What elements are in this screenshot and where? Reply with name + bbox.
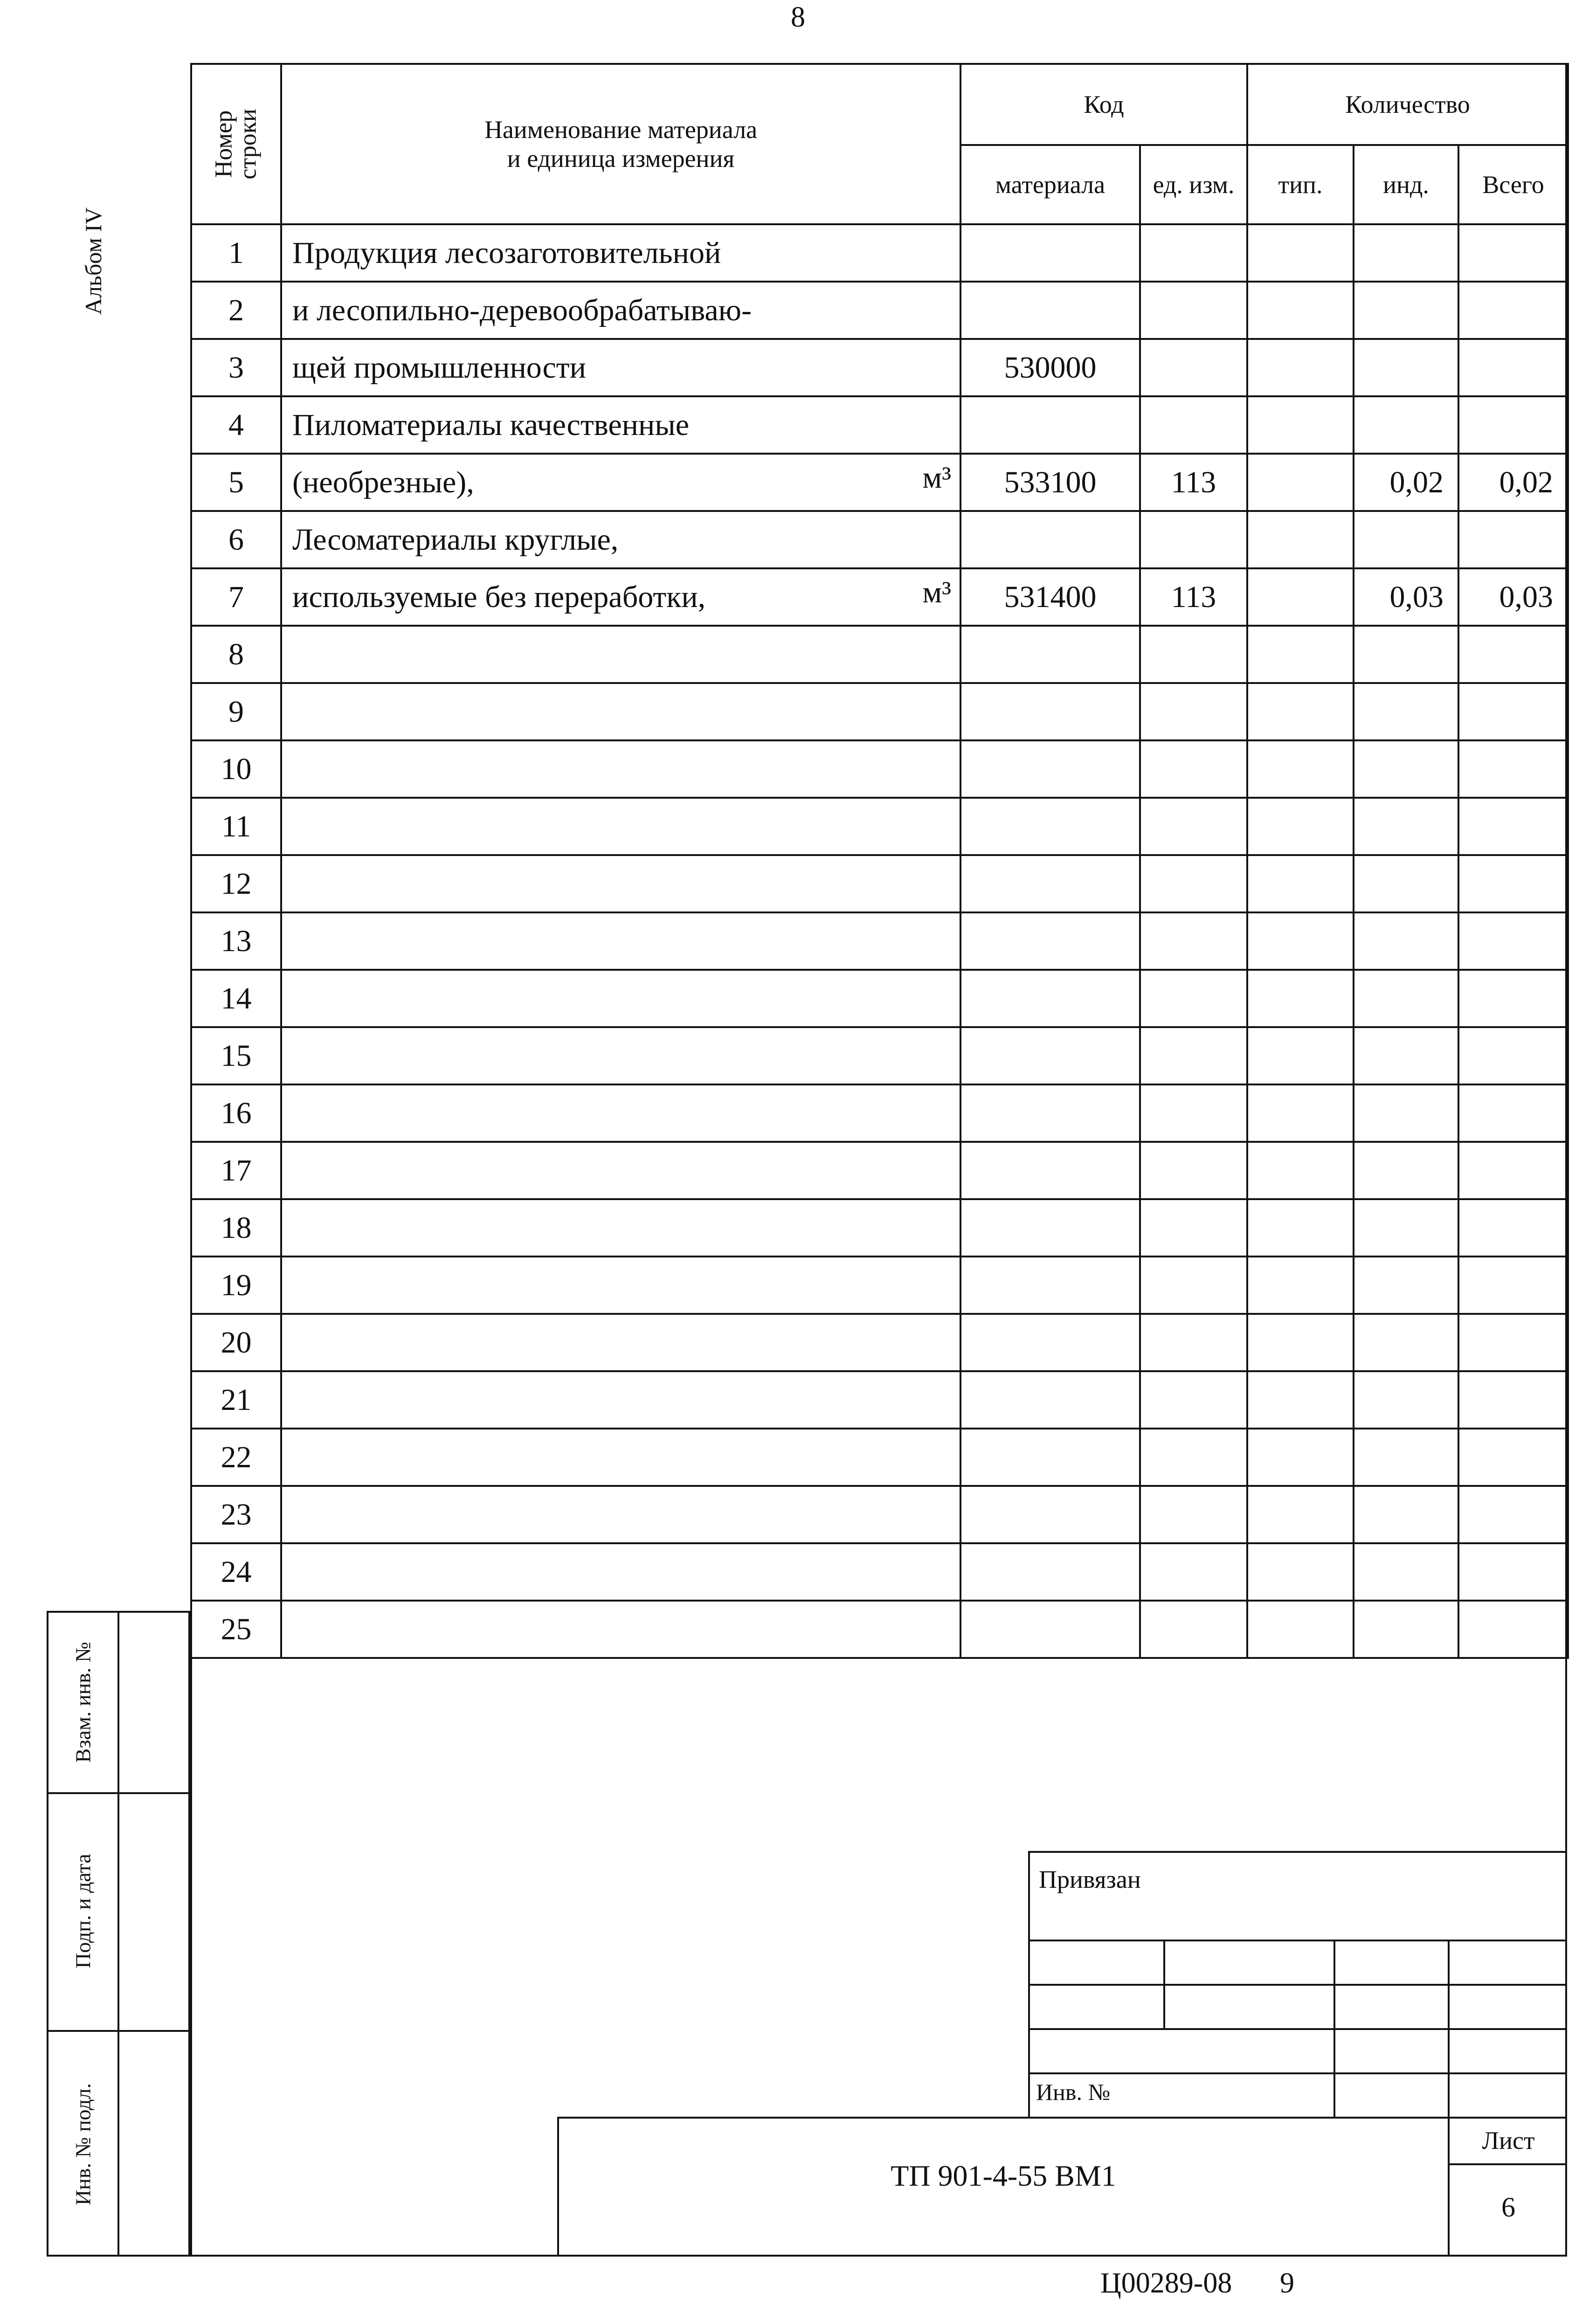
qty-ind	[1354, 740, 1458, 798]
material-code	[960, 683, 1140, 740]
row-number: 24	[191, 1543, 281, 1601]
header-code-unit: ед. изм.	[1140, 145, 1247, 224]
material-name-text: Продукция лесозаготовительной	[292, 235, 721, 270]
material-code	[960, 282, 1140, 339]
row-number: 10	[191, 740, 281, 798]
material-code	[960, 1601, 1140, 1658]
replace-inv-label: Взам. инв. №	[71, 1642, 95, 1763]
row-number: 16	[191, 1084, 281, 1142]
material-code	[960, 1371, 1140, 1429]
header-row-number-line2: строки	[235, 109, 262, 180]
material-code	[960, 1257, 1140, 1314]
qty-total	[1458, 1543, 1568, 1601]
material-name	[281, 568, 960, 626]
row-number: 20	[191, 1314, 281, 1371]
unit-code	[1140, 1027, 1247, 1084]
qty-total	[1458, 282, 1568, 339]
material-name	[281, 1257, 960, 1314]
doc-code: ТП 901-4-55 ВМ1	[891, 2159, 1116, 2192]
material-code	[960, 396, 1140, 454]
qty-total	[1458, 339, 1568, 396]
row-number: 15	[191, 1027, 281, 1084]
qty-typ	[1247, 1601, 1354, 1658]
header-code-material: материала	[960, 145, 1140, 224]
header-material-name-line1: Наименование материала	[484, 115, 758, 144]
material-code: 533100	[960, 454, 1140, 511]
material-name	[281, 683, 960, 740]
unit-code	[1140, 1314, 1247, 1371]
material-unit: м³	[922, 575, 951, 609]
material-code	[960, 740, 1140, 798]
inv-no-label: Инв. №	[1036, 2079, 1111, 2105]
unit-code	[1140, 970, 1247, 1027]
unit-code	[1140, 282, 1247, 339]
qty-ind	[1354, 626, 1458, 683]
qty-typ	[1247, 511, 1354, 568]
table-row	[191, 282, 1568, 339]
header-qty-typ: тип.	[1247, 145, 1354, 224]
material-name	[281, 1199, 960, 1257]
qty-total	[1458, 626, 1568, 683]
row-number: 8	[191, 626, 281, 683]
row-number: 12	[191, 855, 281, 912]
material-name	[281, 282, 960, 339]
qty-ind	[1354, 339, 1458, 396]
unit-code	[1140, 1199, 1247, 1257]
material-unit: м³	[922, 461, 951, 495]
unit-code	[1140, 798, 1247, 855]
qty-typ	[1247, 740, 1354, 798]
row-number: 9	[191, 683, 281, 740]
material-name	[281, 1601, 960, 1658]
footer-page: 9	[1280, 2267, 1294, 2299]
qty-ind	[1354, 1601, 1458, 1658]
unit-code	[1140, 1429, 1247, 1486]
qty-total	[1458, 1142, 1568, 1199]
unit-code: 113	[1140, 568, 1247, 626]
qty-ind	[1354, 1314, 1458, 1371]
qty-typ	[1247, 1199, 1354, 1257]
qty-total	[1458, 970, 1568, 1027]
header-material-name-line2: и единица измерения	[507, 145, 735, 173]
table-row	[191, 1429, 1568, 1486]
qty-typ	[1247, 683, 1354, 740]
row-number: 25	[191, 1601, 281, 1658]
unit-code	[1140, 224, 1247, 282]
material-code	[960, 511, 1140, 568]
material-name-text: используемые без переработки,	[292, 580, 706, 614]
table-row	[191, 683, 1568, 740]
side-stamp	[47, 1611, 190, 2257]
qty-ind	[1354, 282, 1458, 339]
material-name-text: Лесоматериалы круглые,	[292, 522, 619, 557]
row-number: 23	[191, 1486, 281, 1543]
qty-ind	[1354, 1027, 1458, 1084]
material-code	[960, 1314, 1140, 1371]
row-number: 6	[191, 511, 281, 568]
material-name	[281, 855, 960, 912]
table-row	[191, 511, 1568, 568]
qty-typ	[1247, 626, 1354, 683]
material-code	[960, 626, 1140, 683]
material-name	[281, 339, 960, 396]
unit-code: 113	[1140, 454, 1247, 511]
unit-code	[1140, 396, 1247, 454]
table-row	[191, 1084, 1568, 1142]
qty-typ	[1247, 1027, 1354, 1084]
header-quantity: Количество	[1247, 64, 1568, 145]
table-row	[191, 1027, 1568, 1084]
qty-typ	[1247, 1486, 1354, 1543]
header-row-number	[191, 64, 281, 224]
material-code	[960, 1084, 1140, 1142]
unit-code	[1140, 1371, 1247, 1429]
table-row	[191, 740, 1568, 798]
sign-date-label: Подп. и дата	[71, 1854, 95, 1968]
qty-typ	[1247, 454, 1354, 511]
qty-ind	[1354, 224, 1458, 282]
material-code	[960, 798, 1140, 855]
qty-ind	[1354, 511, 1458, 568]
material-code	[960, 1027, 1140, 1084]
row-number: 21	[191, 1371, 281, 1429]
qty-typ	[1247, 1142, 1354, 1199]
row-number: 17	[191, 1142, 281, 1199]
header-row-number-line1: Номер	[210, 110, 237, 178]
qty-typ	[1247, 339, 1354, 396]
material-code: 531400	[960, 568, 1140, 626]
row-number: 11	[191, 798, 281, 855]
header-code: Код	[960, 64, 1247, 145]
material-name-text: Пиломатериалы качественные	[292, 407, 690, 442]
material-name	[281, 1027, 960, 1084]
qty-ind	[1354, 1142, 1458, 1199]
table-row	[191, 970, 1568, 1027]
qty-total	[1458, 740, 1568, 798]
qty-total	[1458, 1027, 1568, 1084]
material-code	[960, 1486, 1140, 1543]
qty-ind	[1354, 798, 1458, 855]
qty-total	[1458, 912, 1568, 970]
qty-ind	[1354, 683, 1458, 740]
album-label: Альбом IV	[80, 207, 106, 315]
bound-label: Привязан	[1039, 1865, 1141, 1893]
material-code	[960, 224, 1140, 282]
material-name	[281, 1371, 960, 1429]
qty-typ	[1247, 396, 1354, 454]
qty-ind	[1354, 912, 1458, 970]
unit-code	[1140, 1257, 1247, 1314]
unit-code	[1140, 1084, 1247, 1142]
row-number: 1	[191, 224, 281, 282]
qty-ind	[1354, 1371, 1458, 1429]
material-code	[960, 1429, 1140, 1486]
qty-typ	[1247, 1084, 1354, 1142]
qty-ind	[1354, 1486, 1458, 1543]
table-row	[191, 855, 1568, 912]
qty-typ	[1247, 855, 1354, 912]
qty-typ	[1247, 1314, 1354, 1371]
unit-code	[1140, 1142, 1247, 1199]
qty-total	[1458, 1257, 1568, 1314]
row-number: 7	[191, 568, 281, 626]
qty-ind	[1354, 1199, 1458, 1257]
header-qty-total: Всего	[1458, 145, 1568, 224]
material-name	[281, 626, 960, 683]
table-row	[191, 1486, 1568, 1543]
material-name	[281, 912, 960, 970]
qty-typ	[1247, 970, 1354, 1027]
qty-total	[1458, 1601, 1568, 1658]
material-code	[960, 912, 1140, 970]
qty-total	[1458, 396, 1568, 454]
table-row	[191, 339, 1568, 396]
table-row	[191, 1199, 1568, 1257]
material-name	[281, 224, 960, 282]
qty-total	[1458, 1371, 1568, 1429]
material-name	[281, 1486, 960, 1543]
row-number: 22	[191, 1429, 281, 1486]
qty-ind	[1354, 970, 1458, 1027]
qty-ind	[1354, 1257, 1458, 1314]
qty-total	[1458, 855, 1568, 912]
qty-ind	[1354, 1543, 1458, 1601]
material-name	[281, 740, 960, 798]
material-name	[281, 1142, 960, 1199]
material-name-text: (необрезные),	[292, 465, 474, 499]
materials-table	[190, 63, 1569, 1659]
material-name	[281, 1429, 960, 1486]
material-code	[960, 855, 1140, 912]
table-row	[191, 1601, 1568, 1658]
header-qty-ind: инд.	[1354, 145, 1458, 224]
qty-total	[1458, 224, 1568, 282]
table-row	[191, 1543, 1568, 1601]
qty-ind	[1354, 855, 1458, 912]
qty-typ	[1247, 1257, 1354, 1314]
qty-typ	[1247, 798, 1354, 855]
qty-total	[1458, 1314, 1568, 1371]
unit-code	[1140, 855, 1247, 912]
unit-code	[1140, 740, 1247, 798]
row-number: 4	[191, 396, 281, 454]
qty-total	[1458, 798, 1568, 855]
page-number: 8	[791, 1, 805, 33]
table-row	[191, 912, 1568, 970]
footer-doc-id: Ц00289-08	[1100, 2267, 1232, 2299]
sheet-label: Лист	[1482, 2127, 1535, 2154]
qty-typ	[1247, 568, 1354, 626]
header-material-name	[281, 64, 960, 224]
material-name	[281, 511, 960, 568]
material-name	[281, 798, 960, 855]
material-name	[281, 1314, 960, 1371]
table-row	[191, 454, 1568, 511]
unit-code	[1140, 683, 1247, 740]
unit-code	[1140, 1601, 1247, 1658]
material-code	[960, 1199, 1140, 1257]
row-number: 19	[191, 1257, 281, 1314]
table-row	[191, 396, 1568, 454]
inv-orig-label: Инв. № подл.	[71, 2083, 95, 2206]
unit-code	[1140, 1486, 1247, 1543]
material-code: 530000	[960, 339, 1140, 396]
unit-code	[1140, 912, 1247, 970]
table-row	[191, 798, 1568, 855]
material-code	[960, 1543, 1140, 1601]
qty-total: 0,02	[1458, 454, 1568, 511]
qty-total	[1458, 1429, 1568, 1486]
table-row	[191, 1314, 1568, 1371]
table-row	[191, 1257, 1568, 1314]
table-row	[191, 626, 1568, 683]
qty-typ	[1247, 224, 1354, 282]
qty-ind	[1354, 1084, 1458, 1142]
unit-code	[1140, 511, 1247, 568]
material-name	[281, 970, 960, 1027]
qty-total	[1458, 1199, 1568, 1257]
unit-code	[1140, 1543, 1247, 1601]
qty-typ	[1247, 282, 1354, 339]
row-number: 5	[191, 454, 281, 511]
material-name	[281, 454, 960, 511]
table-row	[191, 568, 1568, 626]
qty-ind: 0,02	[1354, 454, 1458, 511]
sheet-number: 6	[1501, 2192, 1515, 2223]
table-row	[191, 1371, 1568, 1429]
unit-code	[1140, 339, 1247, 396]
qty-total: 0,03	[1458, 568, 1568, 626]
row-number: 13	[191, 912, 281, 970]
qty-total	[1458, 683, 1568, 740]
material-name	[281, 1543, 960, 1601]
qty-typ	[1247, 1429, 1354, 1486]
qty-typ	[1247, 912, 1354, 970]
qty-total	[1458, 1084, 1568, 1142]
table-row	[191, 224, 1568, 282]
table-row	[191, 1142, 1568, 1199]
material-name-text: и лесопильно-деревообрабатываю-	[292, 293, 752, 327]
qty-ind	[1354, 396, 1458, 454]
row-number: 18	[191, 1199, 281, 1257]
material-code	[960, 1142, 1140, 1199]
qty-ind: 0,03	[1354, 568, 1458, 626]
row-number: 14	[191, 970, 281, 1027]
material-code	[960, 970, 1140, 1027]
qty-typ	[1247, 1543, 1354, 1601]
unit-code	[1140, 626, 1247, 683]
row-number: 2	[191, 282, 281, 339]
qty-total	[1458, 511, 1568, 568]
row-number: 3	[191, 339, 281, 396]
material-name	[281, 396, 960, 454]
material-name	[281, 1084, 960, 1142]
qty-ind	[1354, 1429, 1458, 1486]
material-name-text: щей промышленности	[292, 350, 586, 385]
qty-total	[1458, 1486, 1568, 1543]
qty-typ	[1247, 1371, 1354, 1429]
